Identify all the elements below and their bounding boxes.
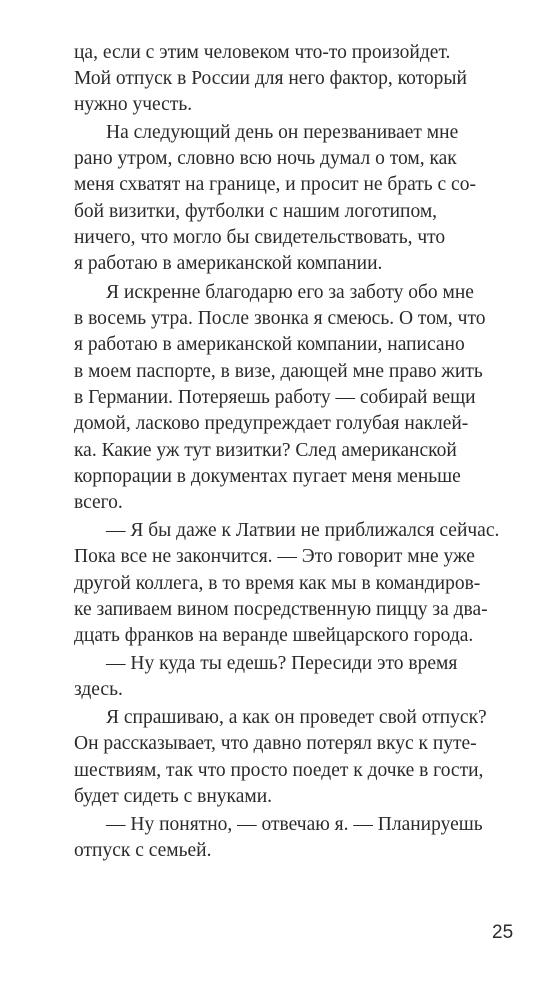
paragraph-start-line: — Ну понятно, — отвечаю я. — Планируешь: [106, 814, 483, 835]
paragraph-start-line: На следующий день он перезванивает мне: [106, 122, 459, 143]
text-line: бой визитки, футболки с нашим логотипом,: [74, 201, 438, 222]
text-line: домой, ласково предупреждает голубая наклей-: [74, 413, 469, 434]
text-line: ке запиваем вином посредственную пиццу за два-: [74, 599, 488, 620]
text-line: Он рассказывает, что давно потерял вкус к путе-: [74, 733, 477, 754]
text-line: в Германии. Потеряешь работу — собирай вещи: [74, 387, 476, 408]
paragraph-start-line: — Я бы даже к Латвии не приближался сейчас.: [106, 520, 500, 541]
text-line: ца, если с этим человеком что-то произойдет.: [74, 42, 451, 63]
text-line: будет сидеть с внуками.: [74, 786, 273, 807]
text-line: нужно учесть.: [74, 94, 193, 115]
text-line: в моем паспорте, в визе, дающей мне право жить: [74, 361, 483, 382]
text-line: рано утром, словно всю ночь думал о том, как: [74, 148, 457, 169]
text-line: дцать франков на веранде швейцарского города.: [74, 625, 474, 646]
text-line: шествиям, так что просто поедет к дочке в гости,: [74, 760, 484, 781]
text-line: отпуск с семьей.: [74, 840, 212, 861]
paragraph-start-line: Я спрашиваю, а как он проведет свой отпуск?: [106, 707, 487, 728]
text-line: корпорации в документах пугает меня меньше: [74, 466, 461, 487]
text-line: Мой отпуск в России для него фактор, который: [74, 68, 467, 89]
paragraph-start-line: — Ну куда ты едешь? Пересиди это время: [106, 653, 458, 674]
page-number: 25: [492, 922, 514, 943]
text-line: ка. Какие уж тут визитки? След американской: [74, 440, 457, 461]
text-line: другой коллега, в то время как мы в командиров-: [74, 573, 481, 594]
paragraph-start-line: Я искренне благодарю его за заботу обо мне: [106, 282, 474, 303]
text-line: я работаю в американской компании, написано: [74, 334, 465, 355]
text-line: в восемь утра. После звонка я смеюсь. О том, что: [74, 308, 486, 329]
text-line: здесь.: [74, 679, 123, 700]
text-line: ничего, что могло бы свидетельствовать, что: [74, 227, 446, 248]
text-line: Пока все не закончится. — Это говорит мне уже: [74, 546, 475, 567]
text-line: меня схватят на границе, и просит не брать с со-: [74, 174, 476, 195]
text-line: я работаю в американской компании.: [74, 253, 383, 274]
text-line: всего.: [74, 492, 123, 513]
